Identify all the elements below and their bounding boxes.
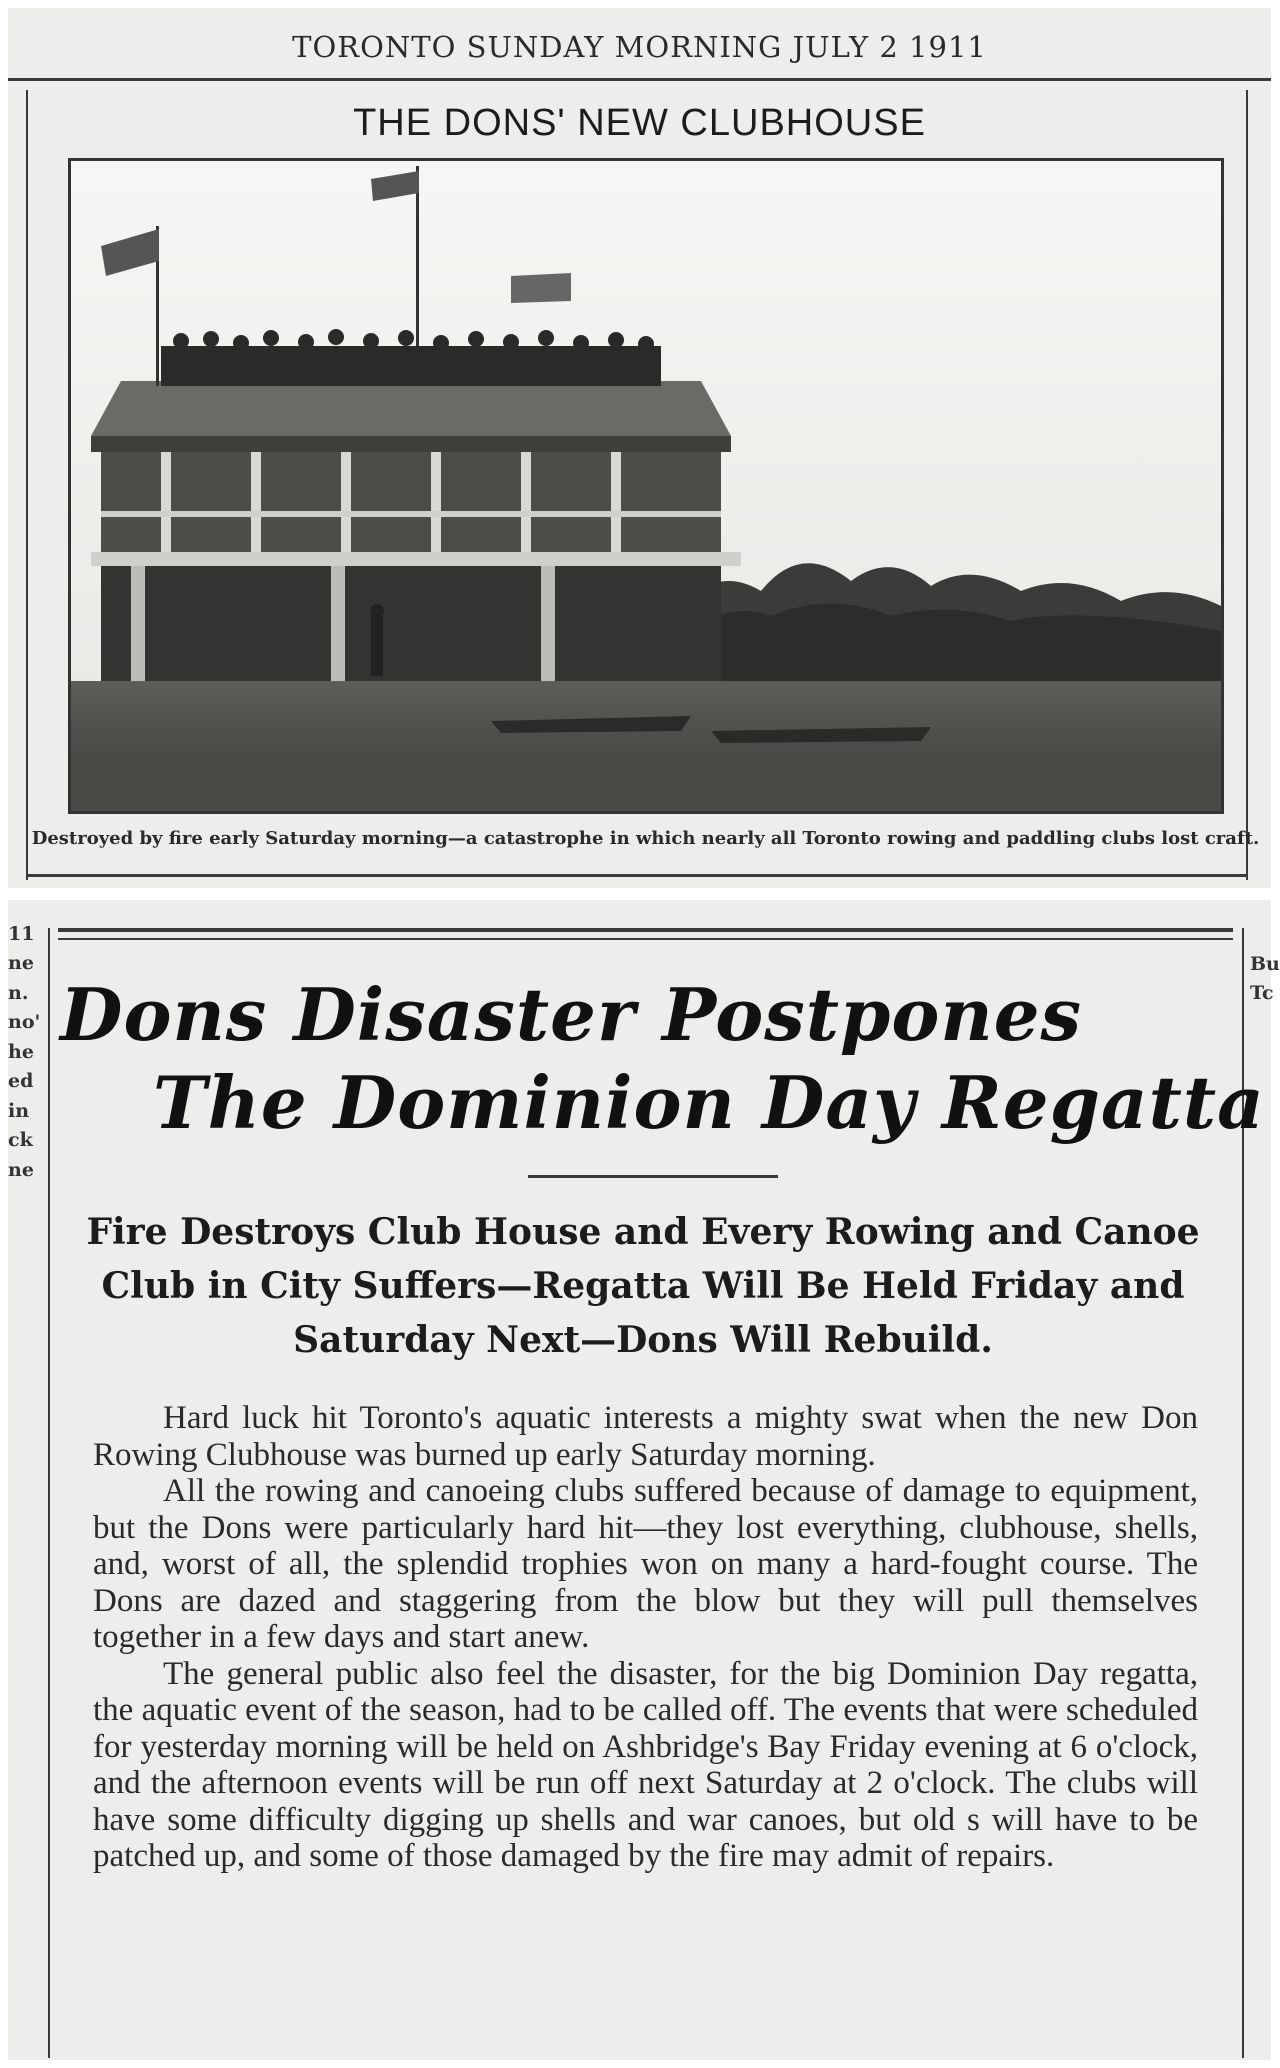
article-deck: Fire Destroys Club House and Every Rowing and Canoe Club in City Suffers—Regatta Will Be Held Friday and Saturday Next—Dons Will Rebuild. bbox=[86, 1211, 1200, 1361]
article-paragraph: All the rowing and canoeing clubs suffered because of damage to equipment, but the Dons were particularly hard hit—they lost everything, clubhouse, shells, and, worst of all, the splendid trophies won on many a hard-fought course. The Dons are dazed and staggering from the blow but they will pull themselves together in a few days and start anew. bbox=[93, 1473, 1198, 1655]
photo-caption: Destroyed by fire early Saturday morning—a catastrophe in which nearly all Toronto rowing and paddling clubs lost craft. bbox=[31, 828, 1260, 849]
adjacent-column-fragment-right: Bu Tc bbox=[1250, 953, 1280, 1005]
headline-divider bbox=[528, 1175, 778, 1178]
headline-line-2: The Dominion Day Regatta bbox=[153, 1060, 1265, 1145]
dateline-rule bbox=[8, 78, 1271, 81]
adjacent-column-fragment-left: 11 ne n. no' he ed in ck ne bbox=[8, 923, 41, 1181]
photo-frame-right bbox=[1246, 90, 1248, 880]
column-rule-left bbox=[48, 928, 50, 2058]
dateline: TORONTO SUNDAY MORNING JULY 2 1911 bbox=[292, 30, 987, 64]
article-paragraph: Hard luck hit Toronto's aquatic interests a mighty swat when the new Don Rowing Clubhouse was burned up early Saturday morning. bbox=[93, 1400, 1198, 1473]
clipping-photo bbox=[8, 8, 1271, 888]
caption-rule bbox=[26, 874, 1248, 877]
photo-title: THE DONS' NEW CLUBHOUSE bbox=[353, 102, 926, 144]
headline-line-1: Dons Disaster Postpones bbox=[60, 972, 1083, 1057]
article-body bbox=[93, 1400, 1198, 1875]
article-top-rule-thin bbox=[58, 938, 1233, 940]
clubhouse-photo bbox=[68, 158, 1224, 814]
article-top-rule bbox=[58, 928, 1233, 932]
article-paragraph: The general public also feel the disaster, for the big Dominion Day regatta, the aquatic event of the season, had to be called off. The events that were scheduled for yesterday morning will be held on Ashbridge's Bay Friday evening at 6 o'clock, and the afternoon events will be run off next Saturday at 2 o'clock. The clubs will have some difficulty digging up shells and war canoes, but old s will have to be patched up, and some of those damaged by the fire may admit of repairs. bbox=[93, 1655, 1198, 1874]
photo-frame-left bbox=[26, 90, 28, 880]
clipping-article bbox=[8, 900, 1280, 2060]
